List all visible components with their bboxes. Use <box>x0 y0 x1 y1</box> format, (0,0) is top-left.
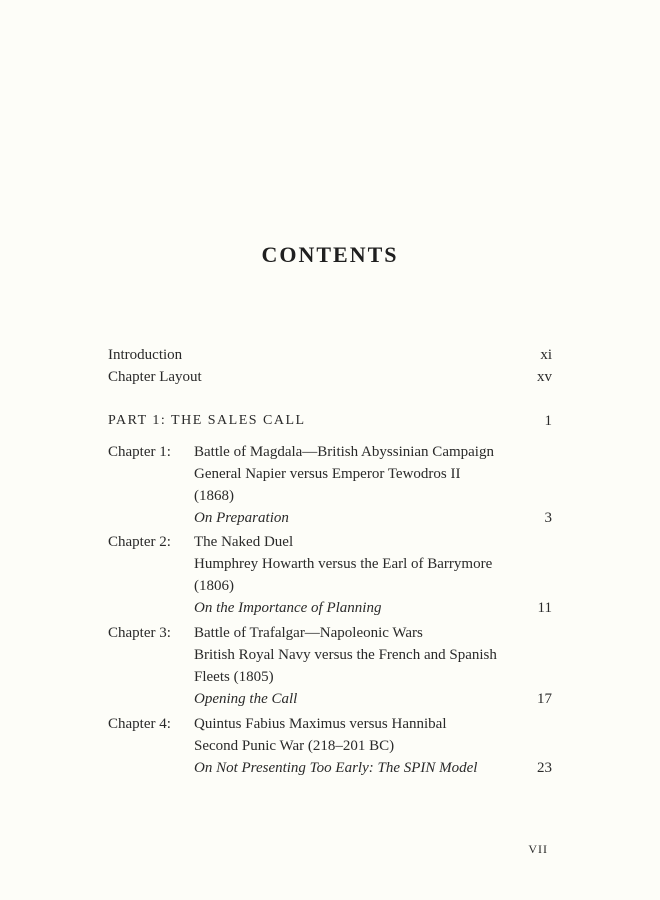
toc-page-number: xi <box>540 347 552 363</box>
toc-page-number: 23 <box>537 760 552 776</box>
folio-page-number: VII <box>528 842 548 856</box>
toc-chapter-subtitle: On Preparation <box>194 510 289 526</box>
toc-page-number: 11 <box>537 600 552 616</box>
toc-chapter-line: Humphrey Howarth versus the Earl of Barrymore <box>194 556 493 572</box>
toc-chapter-line: Battle of Trafalgar—Napoleonic Wars <box>194 625 423 641</box>
toc-part-heading: PART 1: THE SALES CALL <box>108 413 306 428</box>
toc-chapter-line: Battle of Magdala—British Abyssinian Campaign <box>194 444 494 460</box>
toc-chapter-subtitle: On Not Presenting Too Early: The SPIN Model <box>194 760 478 776</box>
toc-chapter-line: Fleets (1805) <box>194 669 274 685</box>
toc-chapter-label: Chapter 4: <box>108 716 171 732</box>
toc-chapter-line: General Napier versus Emperor Tewodros II <box>194 466 461 482</box>
toc-chapter-subtitle: On the Importance of Planning <box>194 600 382 616</box>
toc-page-number: 3 <box>544 510 552 526</box>
toc-chapter-line: The Naked Duel <box>194 534 294 550</box>
toc-chapter-line: Quintus Fabius Maximus versus Hannibal <box>194 716 447 732</box>
toc-introduction: Introduction <box>108 347 183 363</box>
toc-chapter-line: (1868) <box>194 488 234 504</box>
toc-chapter-label: Chapter 2: <box>108 534 171 550</box>
page-title: CONTENTS <box>261 242 399 267</box>
toc-page-number: 17 <box>537 691 552 707</box>
toc-chapter-subtitle: Opening the Call <box>194 691 298 707</box>
toc-page-number: xv <box>537 369 552 385</box>
toc-chapter-label: Chapter 1: <box>108 444 171 460</box>
toc-chapter-line: (1806) <box>194 578 234 594</box>
toc-chapter-layout: Chapter Layout <box>108 369 202 385</box>
toc-chapter-label: Chapter 3: <box>108 625 171 641</box>
toc-page-number: 1 <box>544 413 552 429</box>
toc-chapter-line: Second Punic War (218–201 BC) <box>194 738 395 754</box>
toc-chapter-line: British Royal Navy versus the French and Spanish <box>194 647 497 663</box>
